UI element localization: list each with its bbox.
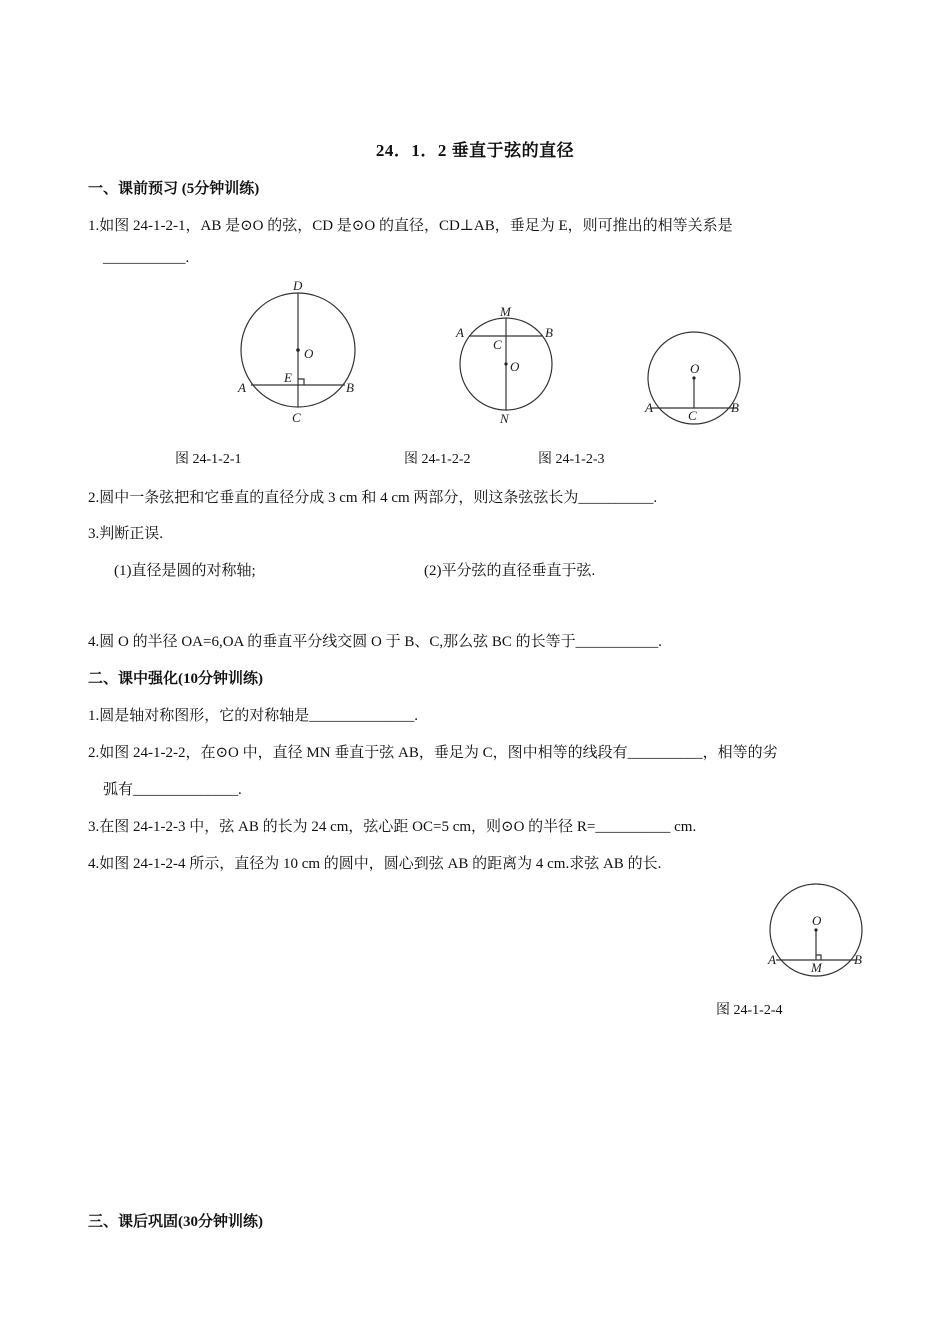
caption-fig4: 图 24-1-2-4 xyxy=(716,1003,783,1018)
caption-fig3: 图 24-1-2-3 xyxy=(538,452,605,467)
figure-24-1-2-4 xyxy=(760,880,872,978)
question-1-4: 4.圆 O 的半径 OA=6,OA 的垂直平分线交圆 O 于 B、C,那么弦 BC 的长等于___________. xyxy=(88,634,662,650)
fig3-label-a: A xyxy=(645,400,653,415)
question-1-2: 2.圆中一条弦把和它垂直的直径分成 3 cm 和 4 cm 两部分，则这条弦弦长为__________. xyxy=(88,490,658,506)
section-heading-class: 二、课中强化(10分钟训练) xyxy=(88,671,263,687)
figure-24-1-2-2 xyxy=(450,304,562,426)
question-1-3-a: (1)直径是圆的对称轴; xyxy=(114,563,256,579)
page-title: 24．1．2 垂直于弦的直径 xyxy=(375,141,575,160)
section-heading-preview: 一、课前预习 (5分钟训练) xyxy=(88,181,260,197)
fig4-label-b: B xyxy=(854,952,862,967)
question-2-2: 2.如图 24-1-2-2，在⊙O 中，直径 MN 垂直于弦 AB，垂足为 C，图中相等的线段有__________，相等的劣 xyxy=(88,745,778,761)
question-2-2-blank: 弧有______________. xyxy=(103,782,242,798)
fig2-label-n: N xyxy=(500,411,509,426)
question-2-3: 3.在图 24-1-2-3 中，弦 AB 的长为 24 cm，弦心距 OC=5 cm，则⊙O 的半径 R=__________ cm. xyxy=(88,819,697,835)
question-2-1: 1.圆是轴对称图形，它的对称轴是______________. xyxy=(88,708,419,724)
figure-24-1-2-1 xyxy=(232,274,366,430)
section-heading-after-class: 三、课后巩固(30分钟训练) xyxy=(88,1214,263,1230)
fig2-label-b: B xyxy=(545,325,553,340)
fig2-label-o: O xyxy=(510,359,520,374)
fig1-label-a: A xyxy=(238,380,246,395)
fig3-label-b: B xyxy=(731,400,739,415)
fig3-label-c: C xyxy=(688,408,697,423)
fig4-label-m: M xyxy=(811,960,822,975)
caption-fig1: 图 24-1-2-1 xyxy=(175,452,242,467)
caption-fig2: 图 24-1-2-2 xyxy=(404,452,471,467)
fig1-label-b: B xyxy=(346,380,354,395)
question-2-4: 4.如图 24-1-2-4 所示，直径为 10 cm 的圆中，圆心到弦 AB 的距离为 4 cm.求弦 AB 的长. xyxy=(88,856,662,872)
fig1-label-c: C xyxy=(292,410,301,425)
figure-24-1-2-3 xyxy=(638,328,750,426)
question-1-1: 1.如图 24-1-2-1，AB 是⊙O 的弦，CD 是⊙O 的直径，CD⊥AB，垂足为 E，则可推出的相等关系是 xyxy=(88,218,733,234)
question-1-3-b: (2)平分弦的直径垂直于弦. xyxy=(424,563,596,579)
fig4-label-a: A xyxy=(768,952,776,967)
fig4-label-o: O xyxy=(812,913,822,928)
fig1-label-d: D xyxy=(293,278,303,293)
fig2-label-a: A xyxy=(456,325,464,340)
fig3-label-o: O xyxy=(690,361,700,376)
question-1-1-blank: ___________. xyxy=(103,250,190,266)
fig1-label-o: O xyxy=(304,346,314,361)
question-1-3: 3.判断正误. xyxy=(88,526,164,542)
fig2-label-m: M xyxy=(500,304,511,319)
fig2-label-c: C xyxy=(493,337,502,352)
fig1-label-e: E xyxy=(284,370,292,385)
